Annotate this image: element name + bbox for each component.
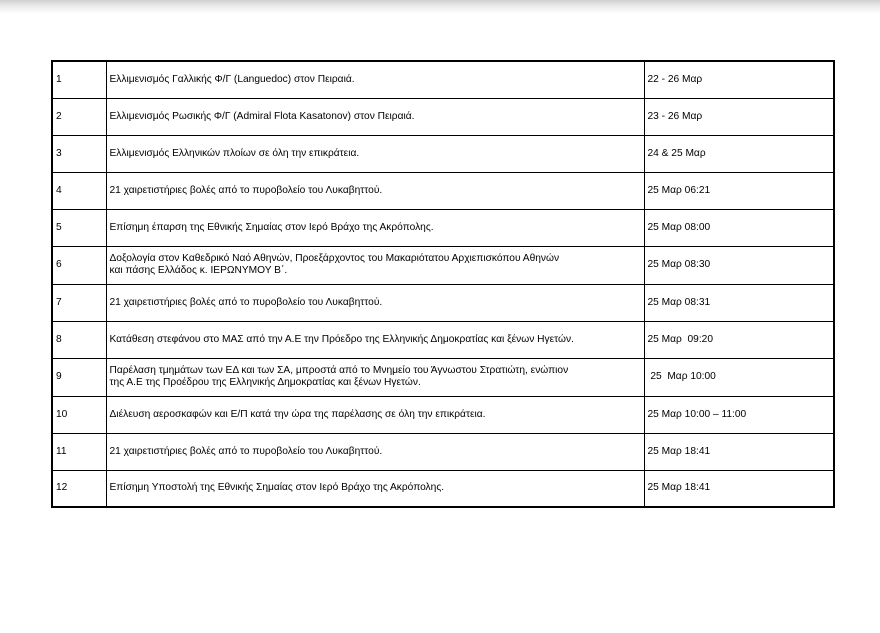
event-date: 22 - 26 Μαρ [644, 61, 834, 98]
table-row [52, 135, 834, 172]
row-number: 12 [52, 470, 106, 507]
event-date: 25 Μαρ 06:21 [644, 172, 834, 209]
event-description: Ελλιμενισμός Ελληνικών πλοίων σε όλη την επικράτεια. [106, 135, 644, 172]
event-description-line: και πάσης Ελλάδος κ. ΙΕΡΩΝΥΜΟΥ Β΄. [109, 265, 288, 276]
table-row [52, 284, 834, 321]
table-row [52, 358, 834, 396]
table-row [52, 61, 834, 98]
event-description-line: Δοξολογία στον Καθεδρικό Ναό Αθηνών, Προεξάρχοντος του Μακαριότατου Αρχιεπισκόπου Αθηνών [109, 253, 560, 264]
row-number: 11 [52, 433, 106, 470]
table-row [52, 172, 834, 209]
event-description: Επίσημη Υποστολή της Εθνικής Σημαίας στον Ιερό Βράχο της Ακρόπολης. [106, 470, 644, 507]
table-row [52, 396, 834, 433]
table-row [52, 246, 834, 284]
row-number: 7 [52, 284, 106, 321]
event-description: 21 χαιρετιστήριες βολές από το πυροβολείο του Λυκαβηττού. [106, 172, 644, 209]
row-number: 6 [52, 246, 106, 284]
event-date: 25 Μαρ 18:41 [644, 433, 834, 470]
event-description: 21 χαιρετιστήριες βολές από το πυροβολείο του Λυκαβηττού. [106, 433, 644, 470]
row-number: 3 [52, 135, 106, 172]
row-number: 4 [52, 172, 106, 209]
table-row [52, 470, 834, 507]
row-number: 9 [52, 358, 106, 396]
event-description [106, 358, 644, 396]
event-description [106, 246, 644, 284]
row-number: 8 [52, 321, 106, 358]
event-date: 25 Μαρ 08:31 [644, 284, 834, 321]
row-number: 5 [52, 209, 106, 246]
event-date: 25 Μαρ 09:20 [644, 321, 834, 358]
row-number: 1 [52, 61, 106, 98]
event-date: 25 Μαρ 08:30 [644, 246, 834, 284]
event-date: 24 & 25 Μαρ [644, 135, 834, 172]
event-date: 25 Μαρ 18:41 [644, 470, 834, 507]
event-description: Ελλιμενισμός Γαλλικής Φ/Γ (Languedoc) στον Πειραιά. [106, 61, 644, 98]
row-number: 2 [52, 98, 106, 135]
event-description: 21 χαιρετιστήριες βολές από το πυροβολείο του Λυκαβηττού. [106, 284, 644, 321]
schedule-table [51, 60, 835, 508]
event-description-line: Παρέλαση τμημάτων των ΕΔ και των ΣΑ, μπροστά από το Μνημείο του Άγνωστου Στρατιώτη, ενώπιον [109, 365, 569, 376]
event-date: 25 Μαρ 08:00 [644, 209, 834, 246]
table-row [52, 209, 834, 246]
event-date: 25 Μαρ 10:00 [644, 358, 834, 396]
top-shadow [0, 0, 880, 14]
event-description: Κατάθεση στεφάνου στο ΜΑΣ από την Α.Ε την Πρόεδρο της Ελληνικής Δημοκρατίας και ξένων Ηγετών. [106, 321, 644, 358]
event-description-line: της Α.Ε της Προέδρου της Ελληνικής Δημοκρατίας και ξένων Ηγετών. [109, 377, 421, 388]
event-date: 23 - 26 Μαρ [644, 98, 834, 135]
table-row [52, 321, 834, 358]
event-date: 25 Μαρ 10:00 – 11:00 [644, 396, 834, 433]
event-description: Ελλιμενισμός Ρωσικής Φ/Γ (Admiral Flota Kasatonov) στον Πειραιά. [106, 98, 644, 135]
event-description: Επίσημη έπαρση της Εθνικής Σημαίας στον Ιερό Βράχο της Ακρόπολης. [106, 209, 644, 246]
table-row [52, 98, 834, 135]
table-row [52, 433, 834, 470]
event-description: Διέλευση αεροσκαφών και Ε/Π κατά την ώρα της παρέλασης σε όλη την επικράτεια. [106, 396, 644, 433]
row-number: 10 [52, 396, 106, 433]
